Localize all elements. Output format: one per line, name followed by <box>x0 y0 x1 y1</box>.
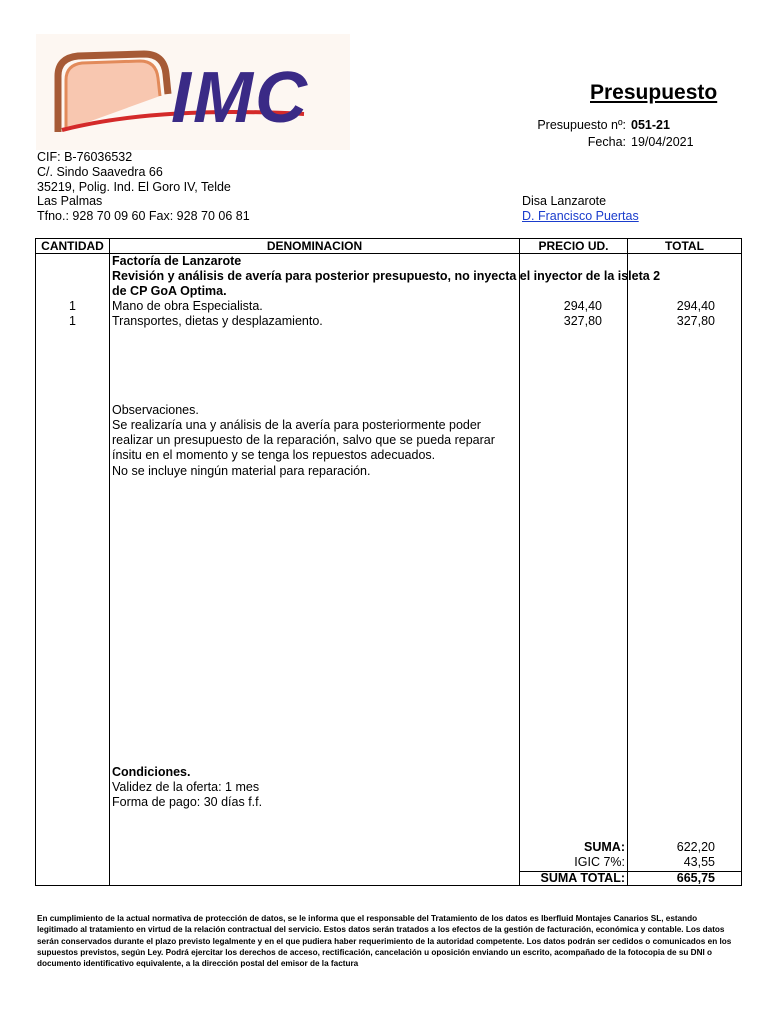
heading-line-3: de CP GoA Optima. <box>112 284 227 298</box>
tax-value: 43,55 <box>683 855 715 869</box>
item-2-qty: 1 <box>69 314 76 328</box>
date-value: 19/04/2021 <box>631 135 694 149</box>
budget-table <box>35 238 742 886</box>
tax-label: IGIC 7%: <box>574 855 625 869</box>
conditions-title: Condiciones. <box>112 765 191 779</box>
observations-line-3: ínsitu en el momento y se tenga los repuestos adecuados. <box>112 448 436 462</box>
grand-total-value: 665,75 <box>676 871 715 885</box>
client-contact-link[interactable]: D. Francisco Puertas <box>522 209 639 223</box>
company-logo <box>36 34 350 150</box>
header-denominacion: DENOMINACION <box>266 239 363 253</box>
observations-title: Observaciones. <box>112 403 199 417</box>
item-2-price: 327,80 <box>563 314 602 328</box>
heading-line-1: Factoría de Lanzarote <box>112 254 242 268</box>
observations-line-1: Se realizaría una y análisis de la avería para posteriormente poder <box>112 418 481 432</box>
item-1-desc: Mano de obra Especialista. <box>112 299 263 313</box>
sum-label: SUMA: <box>584 840 625 854</box>
company-phones: Tfno.: 928 70 09 60 Fax: 928 70 06 81 <box>37 209 250 223</box>
date-label: Fecha: <box>587 135 626 149</box>
company-street: C/. Sindo Saavedra 66 <box>37 165 163 179</box>
data-protection-notice: En cumplimiento de la actual normativa de protección de datos, se le informa que el responsable del Tratamiento de los datos es Iberfluid Montajes Canarios SL, estando legitimado al tratamiento en virtud de la relación contractual del servicio. Estos datos serán tratados a los efectos de la gestión de facturación, económica y contable. Los datos serán conservados durante el plazo previsto legalmente y en el que pudiera haber requerimiento de la autoridad competente. Los datos podrán ser cedidos o comunicados en los supuestos previstos, según Ley. Podrá ejercitar los derechos de acceso, rectificación, cancelación u oposición enviando un escrito, acompañado de la fotocopia de su DNI o documento identificativo equivalente, a la dirección postal del emisor de la factura <box>37 914 732 969</box>
observations-line-2: realizar un presupuesto de la reparación, salvo que se pueda reparar <box>112 433 495 447</box>
heading-line-2: Revisión y análisis de avería para posterior presupuesto, no inyecta el inyector de la isleta 2 <box>112 269 661 283</box>
document-title: Presupuesto <box>590 81 718 104</box>
grand-total-label: SUMA TOTAL: <box>540 871 625 885</box>
budget-number-label: Presupuesto nº: <box>537 118 626 132</box>
company-postal: 35219, Polig. Ind. El Goro IV, Telde <box>37 180 231 194</box>
company-cif: CIF: B-76036532 <box>37 150 133 164</box>
conditions-line-1: Validez de la oferta: 1 mes <box>112 780 260 794</box>
header-total: TOTAL <box>665 239 704 253</box>
logo-text: IMC <box>171 58 309 138</box>
sum-value: 622,20 <box>676 840 715 854</box>
header-cantidad: CANTIDAD <box>41 239 104 253</box>
conditions-line-2: Forma de pago: 30 días f.f. <box>112 795 263 809</box>
column-divider-3 <box>627 239 628 885</box>
client-name: Disa Lanzarote <box>522 194 607 208</box>
item-2-desc: Transportes, dietas y desplazamiento. <box>112 314 323 328</box>
item-1-total: 294,40 <box>676 299 715 313</box>
observations-line-4: No se incluye ningún material para reparación. <box>112 464 371 478</box>
item-1-price: 294,40 <box>563 299 602 313</box>
item-2-total: 327,80 <box>676 314 715 328</box>
item-1-qty: 1 <box>69 299 76 313</box>
company-city: Las Palmas <box>37 194 103 208</box>
column-divider-1 <box>109 239 110 885</box>
header-precio: PRECIO UD. <box>538 239 609 253</box>
budget-number-value: 051-21 <box>631 118 670 132</box>
column-divider-2 <box>519 239 520 885</box>
